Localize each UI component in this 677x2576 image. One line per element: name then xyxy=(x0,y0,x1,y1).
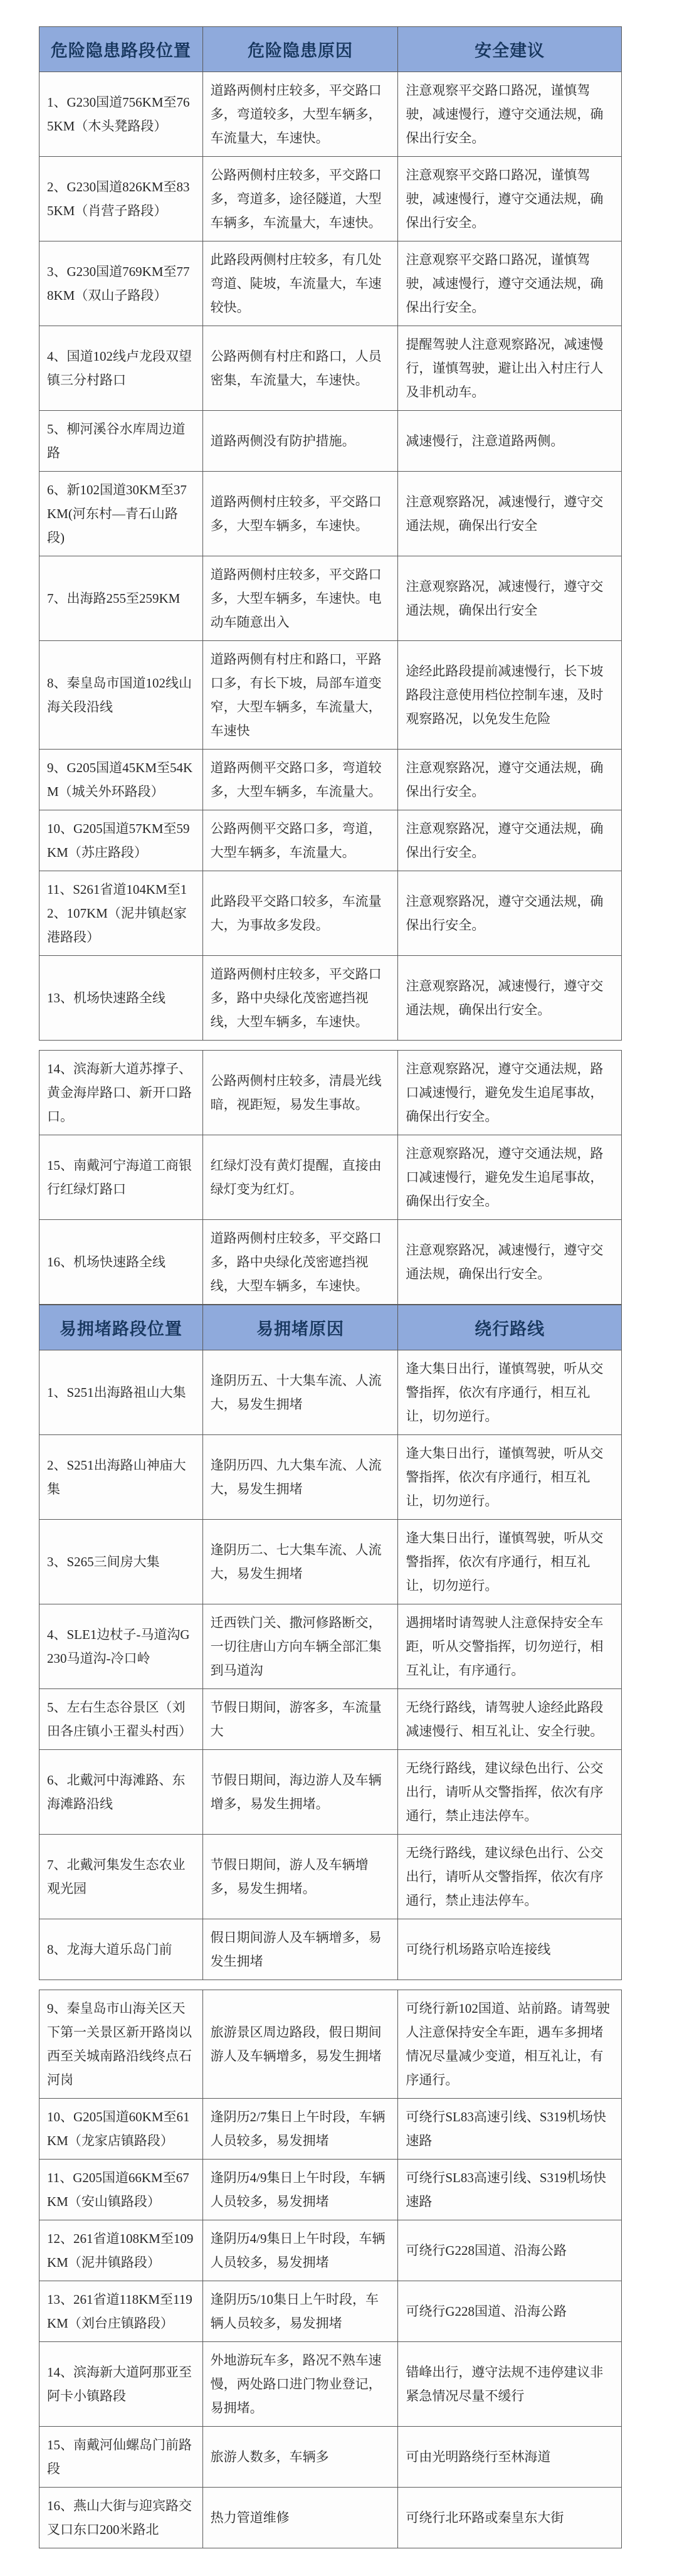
table-row xyxy=(39,411,622,472)
cell-location: 13、机场快速路全线 xyxy=(39,956,203,1041)
cell-detour: 无绕行路线，建议绿色出行、公交出行，请听从交警指挥，依次有序通行，禁止违法停车。 xyxy=(398,1750,622,1835)
table-row xyxy=(39,2099,622,2160)
cell-location: 1、S251出海路祖山大集 xyxy=(39,1350,203,1435)
cell-detour: 逢大集日出行，谨慎驾驶，听从交警指挥，依次有序通行，相互礼让，切勿逆行。 xyxy=(398,1520,622,1604)
cell-location: 5、左右生态谷景区（刘田各庄镇小王翟头村西） xyxy=(39,1689,203,1750)
congestion-header-cause: 易拥堵原因 xyxy=(202,1305,398,1350)
cell-cause: 假日期间游人及车辆增多，易发生拥堵 xyxy=(202,1919,398,1980)
table-row xyxy=(39,1604,622,1689)
cell-location: 10、G205国道60KM至61KM（龙家店镇路段） xyxy=(39,2099,203,2160)
table-row xyxy=(39,472,622,556)
cell-detour: 无绕行路线，请驾驶人途经此路段减速慢行、相互礼让、安全行驶。 xyxy=(398,1689,622,1750)
cell-advice: 注意观察路况，遵守交通法规，确保出行安全。 xyxy=(398,871,622,956)
cell-advice: 提醒驾驶人注意观察路况，减速慢行，谨慎驾驶，避让出入村庄行人及非机动车。 xyxy=(398,326,622,411)
cell-cause: 公路两侧有村庄和路口，人员密集，车流量大，车速快。 xyxy=(202,326,398,411)
cell-location: 15、南戴河仙螺岛门前路段 xyxy=(39,2427,203,2488)
table-row xyxy=(39,1350,622,1435)
hazard-rows-14-16 xyxy=(39,1051,622,1305)
cell-advice: 注意观察路况，减速慢行，遵守交通法规，确保出行安全 xyxy=(398,472,622,556)
cell-detour: 错峰出行，遵守法规不违停建议非紧急情况尽量不缓行 xyxy=(398,2342,622,2427)
cell-detour: 可绕行机场路京哈连接线 xyxy=(398,1919,622,1980)
hazard-header-advice: 安全建议 xyxy=(398,27,622,72)
cell-advice: 注意观察路况，遵守交通法规，确保出行安全。 xyxy=(398,750,622,810)
table-row xyxy=(39,1135,622,1220)
hazard-table-header xyxy=(39,27,622,72)
table-row xyxy=(39,1919,622,1980)
table-row xyxy=(39,241,622,326)
header-row xyxy=(39,1305,622,1350)
cell-location: 12、261省道108KM至109KM（泥井镇路段） xyxy=(39,2220,203,2281)
cell-advice: 注意观察平交路口路况，谨慎驾驶，减速慢行，遵守交通法规，确保出行安全。 xyxy=(398,157,622,241)
cell-detour: 遇拥堵时请驾驶人注意保持安全车距，听从交警指挥，切勿逆行，相互礼让，有序通行。 xyxy=(398,1604,622,1689)
cell-cause: 外地游玩车多，路况不熟车速慢，两处路口进门物业登记，易拥堵。 xyxy=(202,2342,398,2427)
cell-location: 13、261省道118KM至119KM（刘台庄镇路段） xyxy=(39,2281,203,2342)
cell-location: 15、南戴河宁海道工商银行红绿灯路口 xyxy=(39,1135,203,1220)
cell-detour: 可由光明路绕行至林海道 xyxy=(398,2427,622,2488)
cell-cause: 节假日期间，游客多，车流量大 xyxy=(202,1689,398,1750)
congestion-table-header xyxy=(39,1305,622,1350)
cell-location: 7、出海路255至259KM xyxy=(39,556,203,641)
cell-advice: 注意观察平交路口路况，谨慎驾驶，减速慢行，遵守交通法规，确保出行安全。 xyxy=(398,241,622,326)
cell-detour: 可绕行G228国道、沿海公路 xyxy=(398,2281,622,2342)
cell-advice: 注意观察路况，减速慢行，遵守交通法规，确保出行安全 xyxy=(398,556,622,641)
table-row xyxy=(39,1689,622,1750)
cell-location: 2、S251出海路山神庙大集 xyxy=(39,1435,203,1520)
cell-advice: 注意观察路况，遵守交通法规，确保出行安全。 xyxy=(398,810,622,871)
cell-location: 9、秦皇岛市山海关区天下第一关景区新开路岗以西至关城南路沿线终点石河岗 xyxy=(39,1990,203,2099)
table-row xyxy=(39,157,622,241)
hazard-header-location: 危险隐患路段位置 xyxy=(39,27,203,72)
header-row xyxy=(39,27,622,72)
cell-detour: 可绕行SL83高速引线、S319机场快速路 xyxy=(398,2160,622,2220)
table-row xyxy=(39,72,622,157)
cell-cause: 道路两侧村庄较多，平交路口多，大型车辆多，车速快。 xyxy=(202,472,398,556)
table-row xyxy=(39,2427,622,2488)
cell-location: 14、滨海新大道苏撑子、黄金海岸路口、新开口路口。 xyxy=(39,1051,203,1135)
cell-location: 14、滨海新大道阿那亚至阿卡小镇路段 xyxy=(39,2342,203,2427)
table-row xyxy=(39,641,622,750)
cell-advice: 注意观察平交路口路况，谨慎驾驶，减速慢行，遵守交通法规，确保出行安全。 xyxy=(398,72,622,157)
congestion-table-continued xyxy=(39,1990,622,2548)
table-row xyxy=(39,2488,622,2548)
table-row xyxy=(39,1220,622,1305)
cell-cause: 公路两侧村庄较多，清晨光线暗，视距短，易发生事故。 xyxy=(202,1051,398,1135)
cell-location: 6、北戴河中海滩路、东海滩路沿线 xyxy=(39,1750,203,1835)
table-row xyxy=(39,1520,622,1604)
cell-cause: 逢阴历2/7集日上午时段，车辆人员较多，易发拥堵 xyxy=(202,2099,398,2160)
cell-location: 11、S261省道104KM至12、107KM（泥井镇赵家港路段） xyxy=(39,871,203,956)
congestion-header-location: 易拥堵路段位置 xyxy=(39,1305,203,1350)
cell-cause: 节假日期间，游人及车辆增多，易发生拥堵。 xyxy=(202,1835,398,1919)
table-row xyxy=(39,1835,622,1919)
cell-cause: 热力管道维修 xyxy=(202,2488,398,2548)
cell-location: 4、国道102线卢龙段双望镇三分村路口 xyxy=(39,326,203,411)
cell-cause: 逢阴历4/9集日上午时段，车辆人员较多，易发拥堵 xyxy=(202,2220,398,2281)
cell-location: 11、G205国道66KM至67KM（安山镇路段） xyxy=(39,2160,203,2220)
cell-location: 16、机场快速路全线 xyxy=(39,1220,203,1305)
cell-location: 6、新102国道30KM至37KM(河东村—青石山路段) xyxy=(39,472,203,556)
cell-detour: 逢大集日出行，谨慎驾驶，听从交警指挥，依次有序通行，相互礼让，切勿逆行。 xyxy=(398,1435,622,1520)
table-row xyxy=(39,556,622,641)
cell-cause: 逢阴历5/10集日上午时段，车辆人员较多，易发拥堵 xyxy=(202,2281,398,2342)
cell-advice: 注意观察路况，减速慢行，遵守交通法规，确保出行安全。 xyxy=(398,956,622,1041)
cell-cause: 道路两侧村庄较多，平交路口多，路中央绿化茂密遮挡视线，大型车辆多，车速快。 xyxy=(202,1220,398,1305)
table-row xyxy=(39,750,622,810)
cell-advice: 注意观察路况，遵守交通法规，路口减速慢行，避免发生追尾事故，确保出行安全。 xyxy=(398,1135,622,1220)
cell-detour: 可绕行新102国道、站前路。请驾驶人注意保持安全车距，遇车多拥堵情况尽量减少变道，相互礼让，有序通行。 xyxy=(398,1990,622,2099)
table-row xyxy=(39,2220,622,2281)
table-row xyxy=(39,326,622,411)
cell-location: 5、柳河溪谷水库周边道路 xyxy=(39,411,203,472)
cell-location: 8、秦皇岛市国道102线山海关段沿线 xyxy=(39,641,203,750)
cell-advice: 减速慢行，注意道路两侧。 xyxy=(398,411,622,472)
cell-cause: 道路两侧村庄较多，平交路口多，大型车辆多，车速快。电动车随意出入 xyxy=(202,556,398,641)
cell-cause: 道路两侧村庄较多，平交路口多，路中央绿化茂密遮挡视线，大型车辆多，车速快。 xyxy=(202,956,398,1041)
congestion-header-detour: 绕行路线 xyxy=(398,1305,622,1350)
cell-location: 8、龙海大道乐岛门前 xyxy=(39,1919,203,1980)
cell-location: 7、北戴河集发生态农业观光园 xyxy=(39,1835,203,1919)
table-row xyxy=(39,2342,622,2427)
cell-advice: 注意观察路况，减速慢行，遵守交通法规，确保出行安全。 xyxy=(398,1220,622,1305)
cell-cause: 逢阴历四、九大集车流、人流大，易发生拥堵 xyxy=(202,1435,398,1520)
cell-detour: 可绕行SL83高速引线、S319机场快速路 xyxy=(398,2099,622,2160)
hazard-table-continued xyxy=(39,1050,622,1305)
table-row xyxy=(39,871,622,956)
cell-cause: 此路段两侧村庄较多，有几处弯道、陡坡，车流量大，车速较快。 xyxy=(202,241,398,326)
cell-location: 2、G230国道826KM至835KM（肖营子路段） xyxy=(39,157,203,241)
cell-cause: 迁西铁门关、撒河修路断交，一切往唐山方向车辆全部汇集到马道沟 xyxy=(202,1604,398,1689)
cell-cause: 道路两侧有村庄和路口，平路口多，有长下坡，局部车道变窄，大型车辆多，车流量大，车速快 xyxy=(202,641,398,750)
cell-cause: 逢阴历五、十大集车流、人流大，易发生拥堵 xyxy=(202,1350,398,1435)
table-row xyxy=(39,1990,622,2099)
cell-cause: 道路两侧村庄较多，平交路口多，弯道较多，大型车辆多，车流量大，车速快。 xyxy=(202,72,398,157)
cell-cause: 逢阴历4/9集日上午时段，车辆人员较多，易发拥堵 xyxy=(202,2160,398,2220)
cell-cause: 道路两侧没有防护措施。 xyxy=(202,411,398,472)
hazard-table-main xyxy=(39,26,622,1041)
cell-cause: 红绿灯没有黄灯提醒，直接由绿灯变为红灯。 xyxy=(202,1135,398,1220)
cell-location: 10、G205国道57KM至59KM（苏庄路段） xyxy=(39,810,203,871)
cell-cause: 此路段平交路口较多，车流量大，为事故多发段。 xyxy=(202,871,398,956)
cell-cause: 节假日期间，海边游人及车辆增多，易发生拥堵。 xyxy=(202,1750,398,1835)
cell-location: 4、SLE1边杖子-马道沟G230马道沟-冷口岭 xyxy=(39,1604,203,1689)
cell-detour: 可绕行G228国道、沿海公路 xyxy=(398,2220,622,2281)
table-row xyxy=(39,2160,622,2220)
cell-location: 9、G205国道45KM至54KM（城关外环路段） xyxy=(39,750,203,810)
cell-detour: 逢大集日出行，谨慎驾驶，听从交警指挥，依次有序通行，相互礼让，切勿逆行。 xyxy=(398,1350,622,1435)
congestion-rows-9-16 xyxy=(39,1990,622,2548)
cell-location: 3、S265三间房大集 xyxy=(39,1520,203,1604)
table-row xyxy=(39,810,622,871)
cell-cause: 公路两侧平交路口多，弯道，大型车辆多，车流量大。 xyxy=(202,810,398,871)
cell-location: 16、燕山大街与迎宾路交叉口东口200米路北 xyxy=(39,2488,203,2548)
hazard-header-cause: 危险隐患原因 xyxy=(202,27,398,72)
table-row xyxy=(39,1435,622,1520)
table-row xyxy=(39,1051,622,1135)
cell-advice: 注意观察路况，遵守交通法规，路口减速慢行，避免发生追尾事故，确保出行安全。 xyxy=(398,1051,622,1135)
congestion-rows-1-8 xyxy=(39,1350,622,1980)
cell-cause: 旅游景区周边路段，假日期间游人及车辆增多，易发生拥堵 xyxy=(202,1990,398,2099)
cell-advice: 途经此路段提前减速慢行，长下坡路段注意使用档位控制车速，及时观察路况，以免发生危险 xyxy=(398,641,622,750)
cell-cause: 逢阴历二、七大集车流、人流大，易发生拥堵 xyxy=(202,1520,398,1604)
cell-cause: 旅游人数多，车辆多 xyxy=(202,2427,398,2488)
cell-location: 3、G230国道769KM至778KM（双山子路段） xyxy=(39,241,203,326)
cell-cause: 道路两侧平交路口多，弯道较多，大型车辆多，车流量大。 xyxy=(202,750,398,810)
cell-cause: 公路两侧村庄较多，平交路口多，弯道多，途径隧道，大型车辆多，车流量大，车速快。 xyxy=(202,157,398,241)
table-row xyxy=(39,1750,622,1835)
cell-detour: 无绕行路线，建议绿色出行、公交出行，请听从交警指挥，依次有序通行，禁止违法停车。 xyxy=(398,1835,622,1919)
congestion-table-main xyxy=(39,1305,622,1980)
cell-location: 1、G230国道756KM至765KM（木头凳路段） xyxy=(39,72,203,157)
cell-detour: 可绕行北环路或秦皇东大街 xyxy=(398,2488,622,2548)
hazard-rows-1-13 xyxy=(39,72,622,1041)
table-row xyxy=(39,956,622,1041)
table-row xyxy=(39,2281,622,2342)
